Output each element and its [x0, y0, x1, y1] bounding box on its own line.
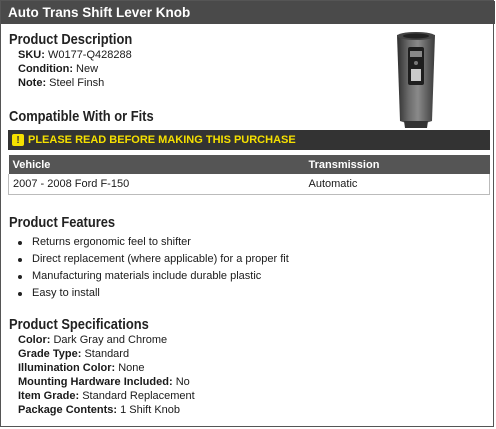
compatibility-table	[8, 155, 490, 195]
feature-text: Easy to install	[32, 287, 100, 299]
feature-text: Manufacturing materials include durable plastic	[32, 270, 262, 282]
spec-value: None	[118, 362, 145, 374]
warning-icon: !	[12, 134, 24, 146]
table-row	[9, 174, 490, 195]
column-header-transmission: Transmission	[305, 155, 490, 174]
product-description-heading: Product Description	[9, 31, 133, 48]
spec-value: No	[175, 376, 190, 388]
compatibility-heading: Compatible With or Fits	[9, 108, 154, 125]
vehicle-cell: 2007 - 2008 Ford F-150	[9, 174, 305, 195]
list-item	[8, 251, 289, 268]
spec-value: Dark Gray and Chrome	[53, 334, 168, 346]
page-title: Auto Trans Shift Lever Knob	[1, 1, 495, 24]
shift-knob-photo	[391, 29, 441, 129]
spec-label: Grade Type:	[18, 348, 82, 360]
transmission-cell: Automatic	[305, 174, 490, 195]
bullet-icon	[18, 292, 22, 296]
purchase-warning-banner	[8, 130, 490, 150]
spec-label: Mounting Hardware Included:	[18, 376, 173, 388]
product-specifications-heading: Product Specifications	[9, 316, 149, 333]
bullet-icon	[18, 258, 22, 262]
spec-row	[18, 348, 129, 362]
spec-value: 1 Shift Knob	[120, 404, 181, 416]
note-label: Note:	[18, 77, 47, 89]
features-list	[8, 234, 289, 302]
spec-label: Package Contents:	[18, 404, 118, 416]
feature-text: Returns ergonomic feel to shifter	[32, 236, 191, 248]
note-row	[18, 77, 104, 91]
spec-label: Illumination Color:	[18, 362, 116, 374]
bullet-icon	[18, 275, 22, 279]
warning-text: PLEASE READ BEFORE MAKING THIS PURCHASE	[28, 134, 296, 146]
sku-value: W0177-Q428288	[47, 49, 132, 61]
bullet-icon	[18, 241, 22, 245]
condition-value: New	[76, 63, 99, 75]
feature-text: Direct replacement (where applicable) for a proper fit	[32, 253, 289, 265]
list-item	[8, 234, 289, 251]
list-item	[8, 268, 289, 285]
spec-row	[18, 334, 167, 348]
spec-row	[18, 362, 145, 376]
note-value: Steel Finsh	[49, 77, 105, 89]
product-features-heading: Product Features	[9, 214, 116, 231]
spec-row	[18, 390, 195, 404]
list-item	[8, 285, 289, 302]
spec-row	[18, 404, 180, 418]
table-header-row	[9, 155, 490, 174]
column-header-vehicle: Vehicle	[9, 155, 305, 174]
spec-row	[18, 376, 190, 390]
sku-label: SKU:	[18, 49, 45, 61]
spec-label: Item Grade:	[18, 390, 80, 402]
sku-row	[18, 49, 132, 63]
condition-label: Condition:	[18, 63, 73, 75]
spec-value: Standard	[84, 348, 130, 360]
condition-row	[18, 63, 98, 77]
spec-value: Standard Replacement	[82, 390, 195, 402]
spec-label: Color:	[18, 334, 51, 346]
